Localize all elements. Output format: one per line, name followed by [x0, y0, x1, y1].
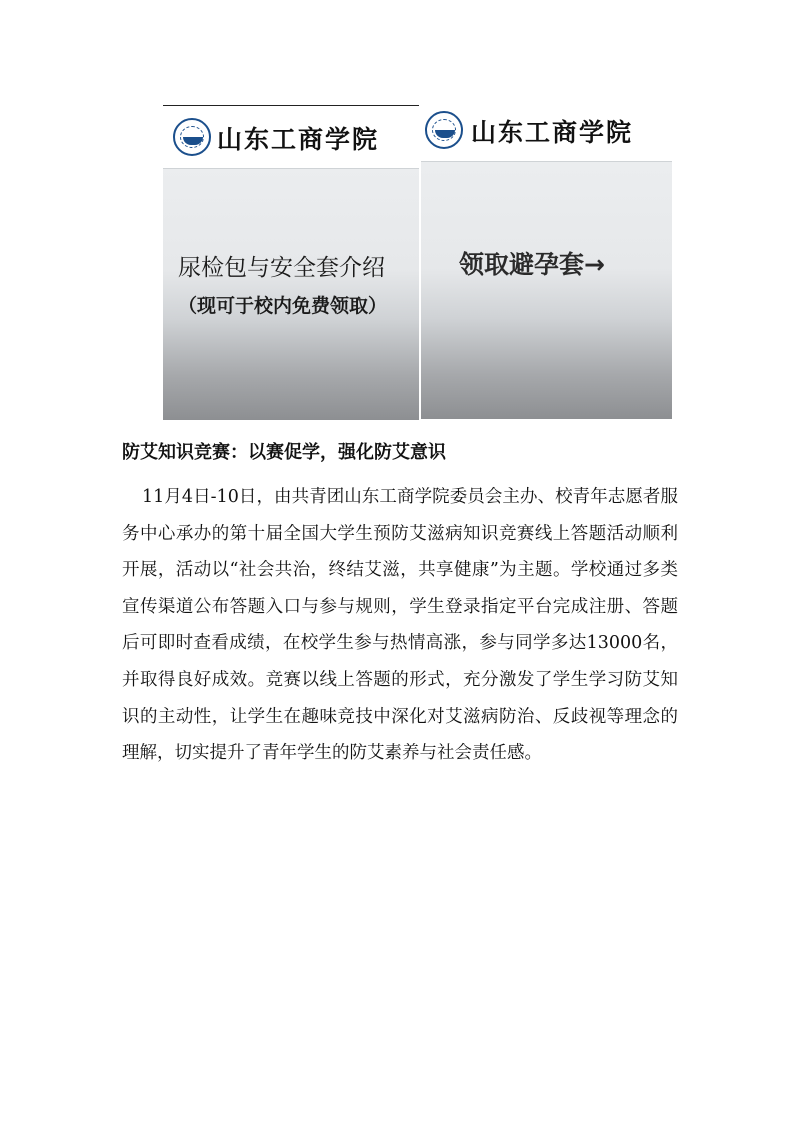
banner-header-left [163, 106, 419, 169]
section-heading: 防艾知识竞赛：以赛促学，强化防艾意识 [122, 442, 446, 463]
banner-image-left [163, 105, 419, 420]
banner-header-right [421, 105, 672, 162]
university-name-logo: 山东工商学院 [471, 118, 634, 147]
university-seal-icon [173, 118, 211, 156]
university-seal-icon [425, 111, 463, 149]
university-name-logo: 山东工商学院 [217, 125, 380, 154]
banner-subtitle: （现可于校内免费领取） [178, 295, 388, 317]
banner-title: 尿检包与安全套介绍 [178, 255, 385, 281]
banner-image-right [421, 105, 672, 419]
body-paragraph: 11月4日-10日，由共青团山东工商学院委员会主办、校青年志愿者服务中心承办的第十届全国大学生预防艾滋病知识竞赛线上答题活动顺利开展，活动以“社会共治，终结艾滋，共享健康”为主题。学校通过多类宣传渠道公布答题入口与参与规则，学生登录指定平台完成注册、答题后可即时查看成绩，在校学生参与热情高涨，参与同学多达13000名，并取得良好成效。竞赛以线上答题的形式，充分激发了学生学习防艾知识的主动性，让学生在趣味竞技中深化对艾滋病防治、反歧视等理念的理解，切实提升了青年学生的防艾素养与社会责任感。 [122, 487, 678, 764]
banner-cta-text: 领取避孕套→ [459, 250, 605, 279]
